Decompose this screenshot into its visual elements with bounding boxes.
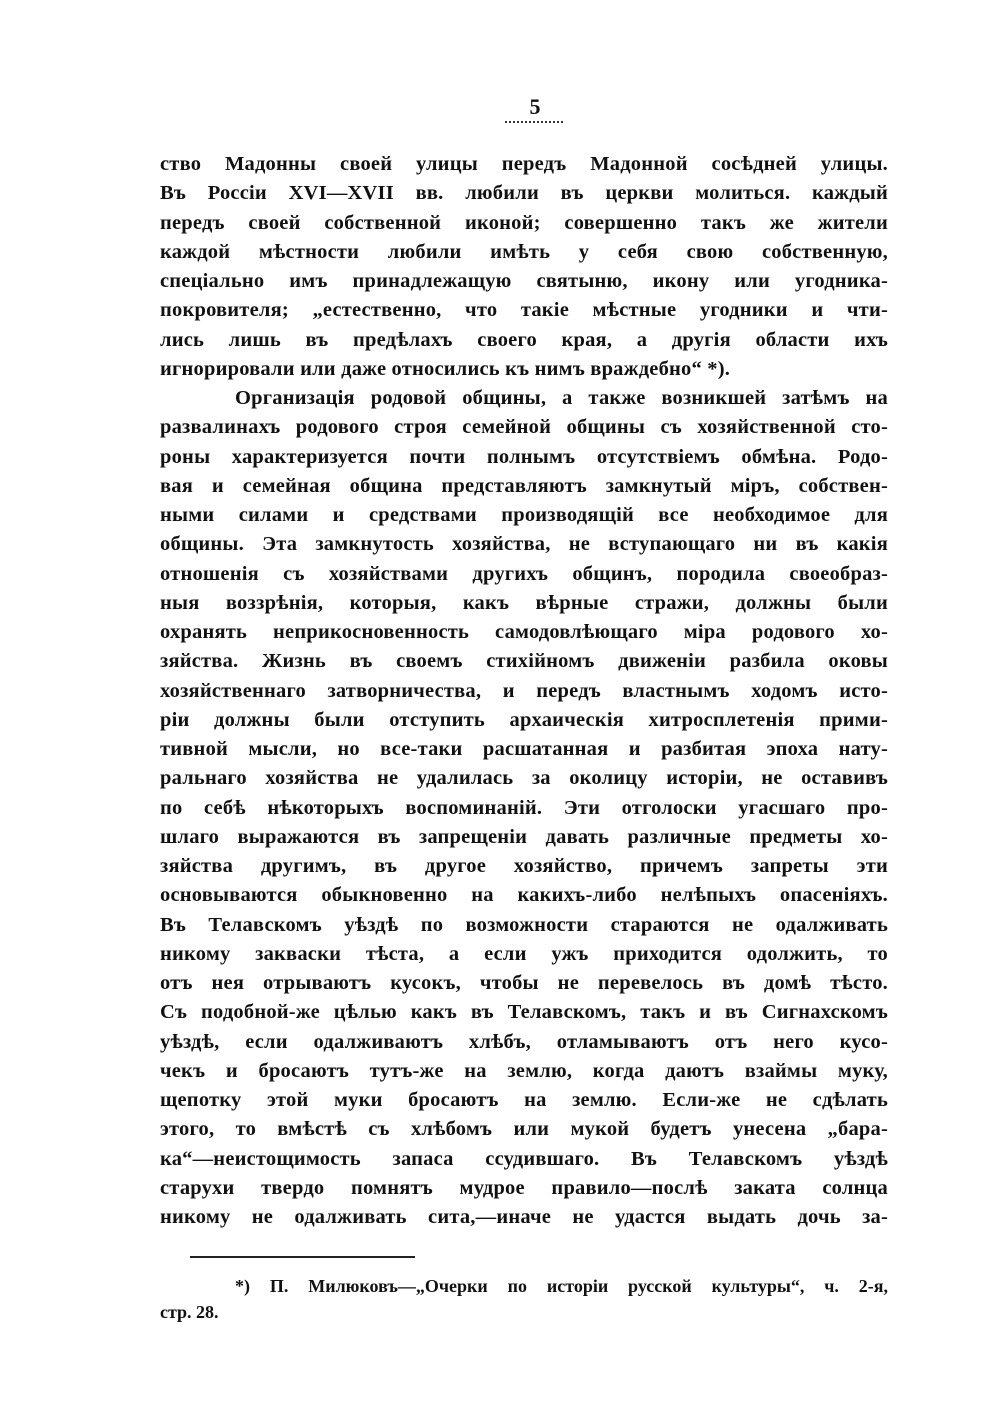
text-line: Въ Телавскомъ уѣздѣ по возможности стараются не одалживать bbox=[160, 913, 888, 936]
text-line: каждой мѣстности любили имѣть у себя свою собственную, bbox=[160, 240, 888, 263]
text-line: лись лишь въ предѣлахъ своего края, а другія области ихъ bbox=[160, 328, 888, 351]
text-line: развалинахъ родового строя семейной общины съ хозяйственной сто- bbox=[160, 416, 888, 439]
text-line: Организація родовой общины, а также возникшей затѣмъ на bbox=[235, 387, 888, 409]
text-line: этого, то вмѣстѣ съ хлѣбомъ или мукой будетъ унесена „бара- bbox=[160, 1118, 888, 1141]
text-line: Въ Россіи XVI—XVII вв. любили въ церкви молиться. каждый bbox=[160, 182, 888, 205]
text-line: покровителя; „естественно, что такіе мѣстные угодники и чти- bbox=[160, 299, 888, 322]
text-line: щепотку этой муки бросаютъ на землю. Если-же не сдѣлать bbox=[160, 1089, 888, 1111]
page-number-underline bbox=[505, 121, 563, 123]
body-text bbox=[160, 150, 888, 1232]
text-line: отношенія съ хозяйствами другихъ общинъ, породила своеобраз- bbox=[160, 562, 888, 585]
text-line: тивной мысли, но все-таки расшатанная и разбитая эпоха нату- bbox=[160, 738, 888, 760]
text-line: уѣздѣ, если одалживаютъ хлѣбъ, отламываютъ отъ него кусо- bbox=[160, 1030, 888, 1053]
footnote-line: *) П. Милюковъ—„Очерки по исторіи русской культуры“, ч. 2-я, bbox=[235, 1276, 888, 1296]
text-line: ка“—неистощимость запаса ссудившаго. Въ Телавскомъ уѣздѣ bbox=[160, 1147, 888, 1170]
text-line: ными силами и средствами производящій все необходимое для bbox=[160, 504, 888, 526]
footnote bbox=[160, 1273, 888, 1325]
text-line: никому закваски тѣста, а если ужъ приходится одолжить, то bbox=[160, 942, 888, 965]
text-line: роны характеризуется почти полнымъ отсутствіемъ обмѣна. Родо- bbox=[160, 445, 888, 468]
text-line: Съ подобной-же цѣлью какъ въ Телавскомъ, такъ и въ Сигнахскомъ bbox=[160, 1001, 888, 1024]
text-line: ріи должны были отступить архаическія хитросплетенія прими- bbox=[160, 708, 888, 731]
text-line: зяйства другимъ, въ другое хозяйство, причемъ запреты эти bbox=[160, 855, 888, 877]
paragraph bbox=[160, 150, 888, 384]
text-line: шлаго выражаются въ запрещеніи давать различные предметы хо- bbox=[160, 825, 888, 848]
text-line: основываются обыкновенно на какихъ-либо нелѣпыхъ опасеніяхъ. bbox=[160, 884, 888, 907]
page-number: 5 bbox=[529, 94, 541, 119]
text-line: по себѣ нѣкоторыхъ воспоминаній. Эти отголоски угасшаго про- bbox=[160, 796, 888, 819]
text-line: ральнаго хозяйства не удалилась за околицу исторіи, не оставивъ bbox=[160, 767, 888, 790]
text-line: передъ своей собственной иконой; совершенно такъ же жители bbox=[160, 211, 888, 234]
text-line: хозяйственнаго затворничества, и передъ властнымъ ходомъ исто- bbox=[160, 679, 888, 702]
text-line: спеціально имъ принадлежащую святыню, икону или угодника- bbox=[160, 270, 888, 292]
text-line: старухи твердо помнятъ мудрое правило—послѣ заката солнца bbox=[160, 1176, 888, 1199]
text-line: общины. Эта замкнутость хозяйства, не вступающаго ни въ какія bbox=[160, 533, 888, 556]
text-line: игнорировали или даже относились къ нимъ враждебно“ *). bbox=[160, 357, 731, 380]
text-line: чекъ и бросаютъ тутъ-же на землю, когда даютъ взаймы муку, bbox=[160, 1059, 888, 1082]
text-line: охранять неприкосновенность самодовлѣющаго міра родового хо- bbox=[160, 621, 888, 643]
footnote-divider bbox=[190, 1256, 415, 1258]
paragraph bbox=[160, 384, 888, 1232]
text-line: вая и семейная община представляютъ замкнутый міръ, собствен- bbox=[160, 474, 888, 497]
text-line: ство Мадонны своей улицы передъ Мадонной сосѣдней улицы. bbox=[160, 153, 888, 175]
text-line: ныя воззрѣнія, которыя, какъ вѣрные стражи, должны были bbox=[160, 591, 888, 614]
text-line: зяйства. Жизнь въ своемъ стихійномъ движеніи разбила оковы bbox=[160, 650, 888, 673]
text-line: никому не одалживать сита,—иначе не удастся выдать дочь за- bbox=[160, 1206, 888, 1228]
footnote-line: стр. 28. bbox=[160, 1302, 219, 1322]
text-line: отъ нея отрываютъ кусокъ, чтобы не перевелось въ домѣ тѣсто. bbox=[160, 972, 888, 994]
